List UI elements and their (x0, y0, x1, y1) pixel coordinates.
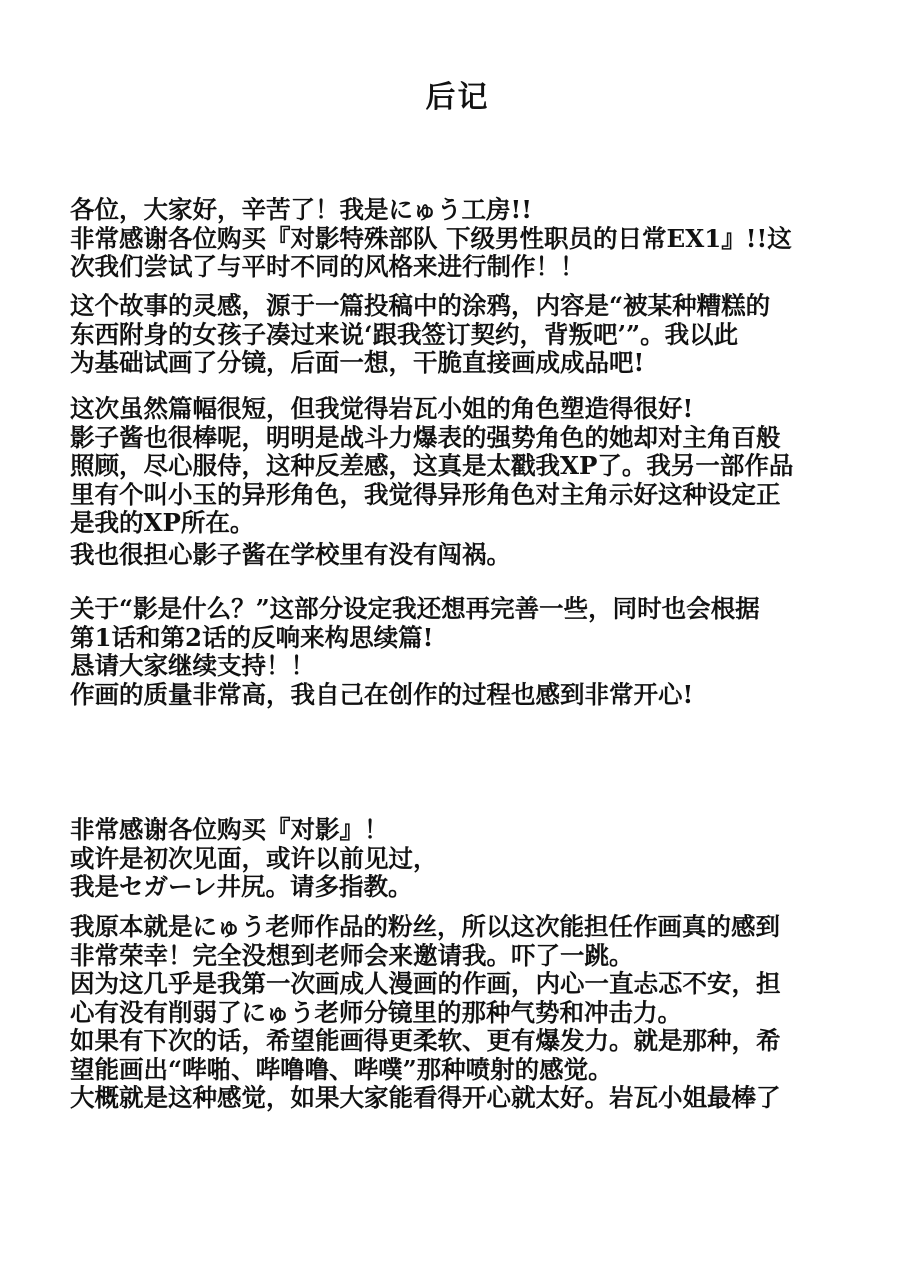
text-line: 照顾，尽心服侍，这种反差感，这真是太戳我XP了。我另一部作品 (70, 451, 794, 480)
text-line: 第1话和第2话的反响来构思续篇! (70, 622, 434, 652)
author-note-para-5 (70, 595, 850, 709)
text-line: 我也很担心影子酱在学校里有没有闯祸。 (70, 540, 511, 569)
text-line: 大概就是这种感觉，如果大家能看得开心就太好。岩瓦小姐最棒了 (70, 1083, 781, 1112)
text-line: 望能画出“哔啪、哔噜噜、哔噗”那种喷射的感觉。 (70, 1054, 613, 1084)
author-note-para-4 (70, 541, 850, 570)
text-line: 关于“影是什么？”这部分设定我还想再完善一些，同时也会根据 (70, 594, 760, 623)
text-line: 非常荣幸！完全没想到老师会来邀请我。吓了一跳。 (70, 940, 634, 970)
text-line: 我原本就是にゅう老师作品的粉丝，所以这次能担任作画真的感到 (70, 912, 781, 941)
text-line: 这次虽然篇幅很短，但我觉得岩瓦小姐的角色塑造得很好! (70, 394, 694, 423)
text-line: 东西附身的女孩子凑过来说‘跟我签订契约，背叛吧’”。我以此 (70, 319, 739, 349)
text-line: 恳请大家继续支持！！ (70, 651, 315, 680)
text-line: 作画的质量非常高，我自己在创作的过程也感到非常开心! (70, 679, 694, 709)
page-title: 后记 (425, 80, 490, 115)
text-line: 或许是初次见面，或许以前见过， (70, 843, 438, 873)
text-line: 我是セガーレ井尻。请多指教。 (70, 872, 413, 901)
author-note-para-2 (70, 292, 850, 378)
text-line: 非常感谢各位购买『对影』！ (70, 815, 389, 844)
text-line: 因为这几乎是我第一次画成人漫画的作画，内心一直忐忑不安，担 (70, 969, 781, 998)
artist-note-para-2 (70, 913, 850, 1113)
text-line: 为基础试画了分镜，后面一想，干脆直接画成成品吧! (70, 348, 645, 377)
text-line: 影子酱也很棒呢，明明是战斗力爆表的强势角色的她却对主角百般 (70, 422, 781, 452)
artist-note-para-1 (70, 816, 850, 902)
text-line: 里有个叫小玉的异形角色，我觉得异形角色对主角示好这种设定正 (70, 479, 781, 509)
text-line: 次我们尝试了与平时不同的风格来进行制作！！ (70, 252, 585, 281)
author-note-para-1 (70, 196, 850, 282)
text-line: 这个故事的灵感，源于一篇投稿中的涂鸦，内容是“被某种糟糕的 (70, 291, 771, 320)
text-line: 心有没有削弱了にゅう老师分镜里的那种气势和冲击力。 (70, 997, 683, 1027)
text-line: 如果有下次的话，希望能画得更柔软、更有爆发力。就是那种，希 (70, 1026, 781, 1055)
author-note-para-3 (70, 395, 850, 538)
text-line: 非常感谢各位购买『对影特殊部队 下级男性职员的日常EX1』!!这 (70, 223, 792, 253)
text-line: 各位，大家好，辛苦了！我是にゅう工房!! (70, 195, 533, 224)
text-line: 是我的XP所在。 (70, 508, 255, 537)
